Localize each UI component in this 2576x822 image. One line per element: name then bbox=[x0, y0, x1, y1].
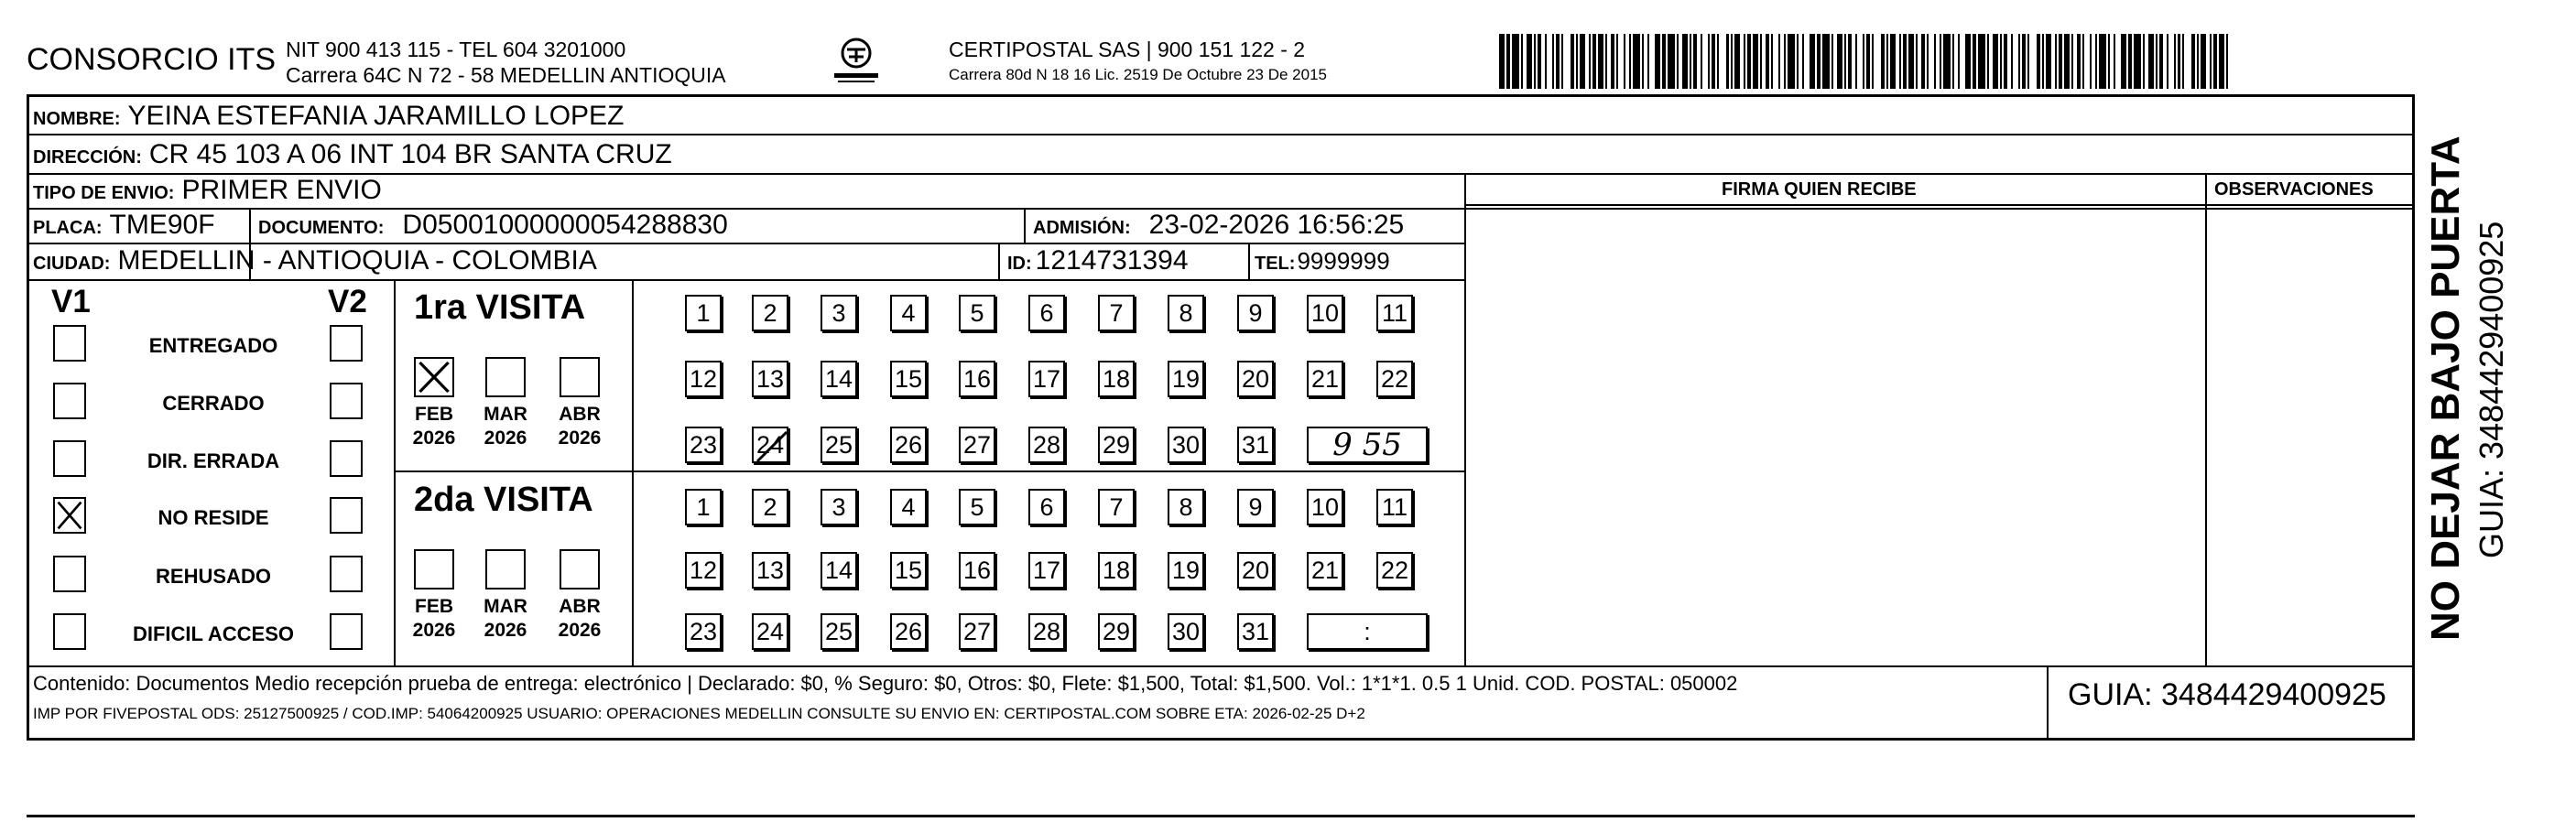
v1-checkbox bbox=[53, 383, 86, 419]
status-label: DIR. ERRADA bbox=[147, 449, 280, 472]
day-box: 15 bbox=[890, 552, 927, 589]
v1-checkbox bbox=[53, 325, 86, 362]
status-label: DIFICIL ACCESO bbox=[132, 622, 294, 645]
day-box: 5 bbox=[959, 489, 995, 525]
day-box: 2 bbox=[752, 489, 788, 525]
ciudad-label: CIUDAD: bbox=[33, 254, 111, 274]
day-box: 16 bbox=[959, 552, 995, 589]
day-box: 18 bbox=[1098, 552, 1135, 589]
month-year: 2026 bbox=[412, 427, 456, 449]
day-box: 4 bbox=[890, 489, 927, 525]
status-label: REHUSADO bbox=[156, 565, 271, 588]
day-box: 6 bbox=[1028, 489, 1065, 525]
side-guia: GUIA: 3484429400925 bbox=[2473, 221, 2510, 558]
barcode bbox=[1499, 34, 2232, 89]
visit2-title: 2da VISITA bbox=[414, 481, 593, 519]
ciudad-value: MEDELLIN - ANTIOQUIA - COLOMBIA bbox=[117, 245, 597, 276]
month-year: 2026 bbox=[558, 427, 602, 449]
day-box: 27 bbox=[959, 427, 995, 463]
time-box: 9 55 bbox=[1307, 427, 1428, 463]
month-name: FEB bbox=[415, 404, 453, 425]
v2-checkbox bbox=[330, 613, 363, 650]
day-box: 27 bbox=[959, 613, 995, 650]
day-box: 29 bbox=[1098, 613, 1135, 650]
month-name: MAR bbox=[484, 596, 527, 617]
day-box: 21 bbox=[1307, 361, 1343, 397]
tel-label: TEL: bbox=[1255, 254, 1296, 274]
day-box: 4 bbox=[890, 295, 927, 331]
day-box: 5 bbox=[959, 295, 995, 331]
day-box: 7 bbox=[1098, 295, 1135, 331]
visit1-title: 1ra VISITA bbox=[414, 288, 586, 327]
v1-checkbox bbox=[53, 613, 86, 650]
day-box: 17 bbox=[1028, 361, 1065, 397]
v2-checkbox bbox=[330, 440, 363, 477]
tipo-envio-value: PRIMER ENVIO bbox=[181, 175, 382, 205]
admision-value: 23-02-2026 16:56:25 bbox=[1148, 210, 1405, 240]
status-label: NO RESIDE bbox=[158, 506, 269, 529]
day-box: 22 bbox=[1376, 552, 1413, 589]
id-value: 1214731394 bbox=[1035, 245, 1189, 276]
day-box: 13 bbox=[752, 552, 788, 589]
day-box: 31 bbox=[1237, 427, 1274, 463]
month-year: 2026 bbox=[484, 427, 527, 449]
day-box: 30 bbox=[1168, 427, 1204, 463]
v1-checkbox bbox=[53, 497, 86, 534]
day-box: 11 bbox=[1376, 295, 1413, 331]
direccion-value: CR 45 103 A 06 INT 104 BR SANTA CRUZ bbox=[148, 139, 672, 169]
day-box: 29 bbox=[1098, 427, 1135, 463]
observaciones-label: OBSERVACIONES bbox=[2214, 179, 2374, 200]
day-box: 20 bbox=[1237, 552, 1274, 589]
day-box: 12 bbox=[685, 361, 722, 397]
v2-checkbox bbox=[330, 325, 363, 362]
direccion-label: DIRECCIÓN: bbox=[33, 147, 142, 168]
month-name: FEB bbox=[415, 596, 453, 617]
day-box: 3 bbox=[821, 295, 857, 331]
month-year: 2026 bbox=[484, 620, 527, 641]
month-year: 2026 bbox=[558, 620, 602, 641]
day-box: 28 bbox=[1028, 427, 1065, 463]
no-dejar-bajo-puerta: NO DEJAR BAJO PUERTA bbox=[2423, 135, 2468, 641]
month-name: MAR bbox=[484, 404, 527, 425]
day-box: 24 bbox=[752, 613, 788, 650]
admision-label: ADMISIÓN: bbox=[1033, 218, 1131, 238]
day-box: 23 bbox=[685, 427, 722, 463]
certipostal-line: CERTIPOSTAL SAS | 900 151 122 - 2 bbox=[949, 38, 1306, 61]
company-address: Carrera 64C N 72 - 58 MEDELLIN ANTIOQUIA bbox=[286, 63, 726, 87]
day-box: 17 bbox=[1028, 552, 1065, 589]
month-name: ABR bbox=[559, 404, 601, 425]
v2-checkbox bbox=[330, 383, 363, 419]
day-box: 26 bbox=[890, 613, 927, 650]
day-box: 7 bbox=[1098, 489, 1135, 525]
nombre-label: NOMBRE: bbox=[33, 109, 121, 129]
placa-value: TME90F bbox=[109, 210, 215, 240]
day-box: 3 bbox=[821, 489, 857, 525]
day-box: 12 bbox=[685, 552, 722, 589]
month-name: ABR bbox=[559, 596, 601, 617]
day-box: 9 bbox=[1237, 489, 1274, 525]
month-checkbox bbox=[414, 549, 454, 589]
month-checkbox bbox=[560, 357, 600, 397]
day-box: 21 bbox=[1307, 552, 1343, 589]
documento-label: DOCUMENTO: bbox=[258, 218, 385, 238]
certipostal-logo-icon bbox=[829, 35, 884, 88]
day-box: 11 bbox=[1376, 489, 1413, 525]
day-box: 9 bbox=[1237, 295, 1274, 331]
v2-header: V2 bbox=[328, 284, 367, 319]
day-box: 14 bbox=[821, 552, 857, 589]
day-box: 13 bbox=[752, 361, 788, 397]
month-checkbox bbox=[414, 357, 454, 397]
day-box: 28 bbox=[1028, 613, 1065, 650]
day-box: 15 bbox=[890, 361, 927, 397]
v2-checkbox bbox=[330, 556, 363, 592]
imp-line-text: IMP POR FIVEPOSTAL ODS: 25127500925 / COD.IMP: 54064200925 USUARIO: OPERACIONES MEDELLIN CONSULTE SU ENVIO EN: CERTIPOSTAL.COM SOBRE ETA: 2026-02-25 D+2 bbox=[33, 705, 1365, 722]
day-box: 14 bbox=[821, 361, 857, 397]
v1-header: V1 bbox=[51, 284, 91, 319]
day-box: 10 bbox=[1307, 489, 1343, 525]
time-box: : bbox=[1307, 613, 1428, 650]
day-box: 10 bbox=[1307, 295, 1343, 331]
company-name: CONSORCIO ITS bbox=[27, 42, 277, 77]
v2-checkbox bbox=[330, 497, 363, 534]
status-label: CERRADO bbox=[162, 392, 265, 415]
day-box: 8 bbox=[1168, 489, 1204, 525]
guia-box-text: GUIA: 3484429400925 bbox=[2068, 677, 2386, 712]
day-box: 19 bbox=[1168, 361, 1204, 397]
day-box: 25 bbox=[821, 613, 857, 650]
firma-label: FIRMA QUIEN RECIBE bbox=[1722, 179, 1917, 200]
month-checkbox bbox=[560, 549, 600, 589]
day-box: 26 bbox=[890, 427, 927, 463]
tipo-envio-label: TIPO DE ENVIO: bbox=[33, 183, 175, 203]
company-nit: NIT 900 413 115 - TEL 604 3201000 bbox=[286, 38, 626, 61]
day-box: 30 bbox=[1168, 613, 1204, 650]
contenido-text: Contenido: Documentos Medio recepción prueba de entrega: electrónico | Declarado: $0, % Seguro: $0, Otros: $0, Flete: $1,500, Total: $1,500. Vol.: 1*1*1. 0.5 1 Unid. COD. POSTAL: 050002 bbox=[33, 672, 1738, 695]
v1-checkbox bbox=[53, 556, 86, 592]
day-box: 19 bbox=[1168, 552, 1204, 589]
day-box: 1 bbox=[685, 489, 722, 525]
day-box: 25 bbox=[821, 427, 857, 463]
status-label: ENTREGADO bbox=[148, 334, 278, 357]
documento-value: D05001000000054288830 bbox=[402, 210, 728, 240]
day-box: 31 bbox=[1237, 613, 1274, 650]
month-checkbox bbox=[485, 549, 526, 589]
day-box: 1 bbox=[685, 295, 722, 331]
placa-label: PLACA: bbox=[33, 218, 103, 238]
day-box: 23 bbox=[685, 613, 722, 650]
month-checkbox bbox=[485, 357, 526, 397]
guide-form bbox=[27, 94, 2415, 741]
day-box: 6 bbox=[1028, 295, 1065, 331]
nombre-value: YEINA ESTEFANIA JARAMILLO LOPEZ bbox=[127, 101, 625, 131]
day-box: 8 bbox=[1168, 295, 1204, 331]
day-box: 2 bbox=[752, 295, 788, 331]
day-box: 18 bbox=[1098, 361, 1135, 397]
v1-checkbox bbox=[53, 440, 86, 477]
tel-value: 9999999 bbox=[1297, 247, 1390, 275]
id-label: ID: bbox=[1007, 254, 1032, 274]
day-box: 20 bbox=[1237, 361, 1274, 397]
month-year: 2026 bbox=[412, 620, 456, 641]
license-line: Carrera 80d N 18 16 Lic. 2519 De Octubre 23 De 2015 bbox=[949, 66, 1327, 83]
day-box: 22 bbox=[1376, 361, 1413, 397]
day-box: 16 bbox=[959, 361, 995, 397]
day-box: 24 bbox=[752, 427, 788, 463]
